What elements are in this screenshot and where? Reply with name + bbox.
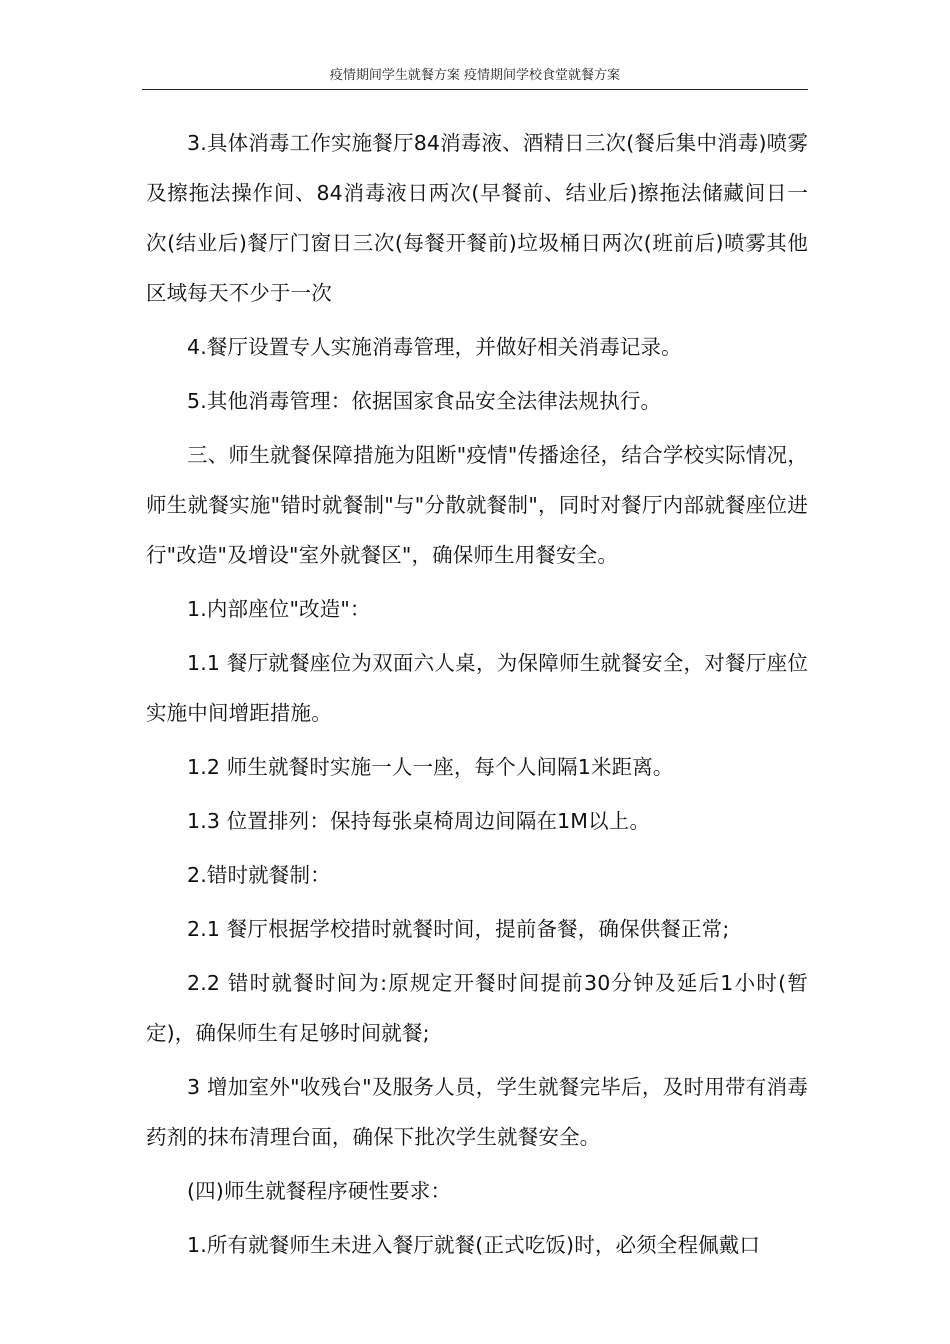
paragraph-disinfection-staff: 4.餐厅设置专人实施消毒管理，并做好相关消毒记录。 — [187, 335, 682, 359]
paragraph-disinfection-schedule: 3.具体消毒工作实施餐厅84消毒液、酒精日三次(餐后集中消毒)喷雾及擦拖法操作间、84消毒液日两次(早餐前、结业后)擦拖法储藏间日一次(结业后)餐厅门窗日三次(每餐开餐前)垃圾桶日两次(班前后)喷雾其他区域每天不少于一次 — [146, 131, 808, 305]
paragraph-other-disinfection: 5.其他消毒管理：依据国家食品安全法律法规执行。 — [187, 389, 662, 413]
paragraph-item-1-1: 1.1 餐厅就餐座位为双面六人桌，为保障师生就餐安全，对餐厅座位实施中间增距措施。 — [146, 651, 808, 725]
page-header-title: 疫情期间学生就餐方案 疫情期间学校食堂就餐方案 — [329, 68, 621, 83]
document-body — [146, 118, 808, 1274]
paragraph-item-4-1: 1.所有就餐师生未进入餐厅就餐(正式吃饭)时，必须全程佩戴口 — [187, 1233, 761, 1257]
paragraph-seating-heading: 1.内部座位"改造"： — [187, 597, 371, 621]
paragraph-item-1-2: 1.2 师生就餐时实施一人一座，每个人间隔1米距离。 — [187, 755, 674, 779]
paragraph-item-2-2: 2.2 错时就餐时间为:原规定开餐时间提前30分钟及延后1小时(暂定)，确保师生有足够时间就餐; — [146, 971, 808, 1045]
paragraph-section-three-intro: 三、师生就餐保障措施为阻断"疫情"传播途径，结合学校实际情况，师生就餐实施"错时就餐制"与"分散就餐制"，同时对餐厅内部就餐座位进行"改造"及增设"室外就餐区"，确保师生用餐安全。 — [146, 443, 808, 567]
paragraph-section-four-heading: (四)师生就餐程序硬性要求： — [187, 1179, 452, 1203]
paragraph-item-2-1: 2.1 餐厅根据学校措时就餐时间，提前备餐，确保供餐正常; — [187, 917, 730, 941]
header-divider — [142, 89, 808, 90]
paragraph-staggered-heading: 2.错时就餐制： — [187, 863, 331, 887]
paragraph-item-3: 3 增加室外"收残台"及服务人员，学生就餐完毕后，及时用带有消毒药剂的抹布清理台面，确保下批次学生就餐安全。 — [146, 1075, 808, 1149]
paragraph-item-1-3: 1.3 位置排列：保持每张桌椅周边间隔在1M以上。 — [187, 809, 651, 833]
